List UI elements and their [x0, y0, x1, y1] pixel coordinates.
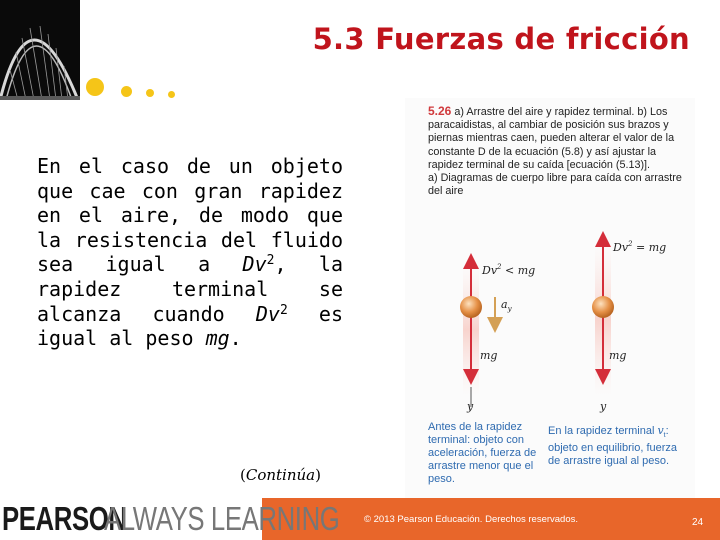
right-diagram-caption: En la rapidez terminal $v_t$: objeto en equilibrio, fuerza de arrastre igual al peso. [548, 424, 678, 468]
header-photo [0, 0, 80, 100]
right-free-body-diagram [592, 239, 614, 395]
right-ball [592, 296, 614, 318]
left-weight-label: mg [480, 349, 498, 362]
right-drag-label: $Dv^2$ = mg [613, 240, 667, 254]
pearson-logo: PEARSON [2, 500, 127, 537]
figure-number: 5.26 [428, 104, 452, 118]
copyright-text: © 2013 Pearson Educación. Derechos reservados. [364, 514, 579, 525]
left-ball [460, 296, 482, 318]
left-free-body-diagram [460, 261, 498, 407]
free-body-diagrams [405, 225, 695, 425]
page-number: 24 [692, 517, 704, 528]
left-drag-label: $Dv^2$ < mg [482, 263, 536, 277]
acceleration-label: $a_y$ [501, 298, 512, 314]
left-diagram-caption: Antes de la rapidez terminal: objeto con aceleración, fuerza de arrastre menor que el peso. [428, 421, 537, 485]
body-paragraph: En el caso de un objeto que cae con gran rapidez en el aire, de modo que la resistencia del fluido sea igual a Dv$^2$, la rapidez terminal se alcanza cuando Dv$^2$ es igual al peso mg. [37, 154, 343, 351]
right-weight-label: mg [609, 349, 627, 362]
right-axis-label: y [600, 400, 607, 413]
figure-subcaption: a) Diagramas de cuerpo libre para caída con arrastre del aire [428, 172, 682, 198]
left-axis-label: y [467, 400, 474, 413]
always-learning-logo: ALWAYS LEARNING [104, 500, 340, 537]
slide-title: 5.3 Fuerzas de fricción [312, 22, 690, 56]
figure-caption: 5.26 a) Arrastre del aire y rapidez terminal. b) Los paracaidistas, al cambiar de posición sus brazos y piernas mientras caen, pueden alterar el valor de la constante D de la ecuación (5.8) y así ajustar la rapidez terminal de su caída [ecuación (5.13)]. a) Diagramas de cuerpo libre para caída con arrastre del aire [428, 104, 682, 198]
continua-note: (Continúa) [240, 466, 321, 484]
